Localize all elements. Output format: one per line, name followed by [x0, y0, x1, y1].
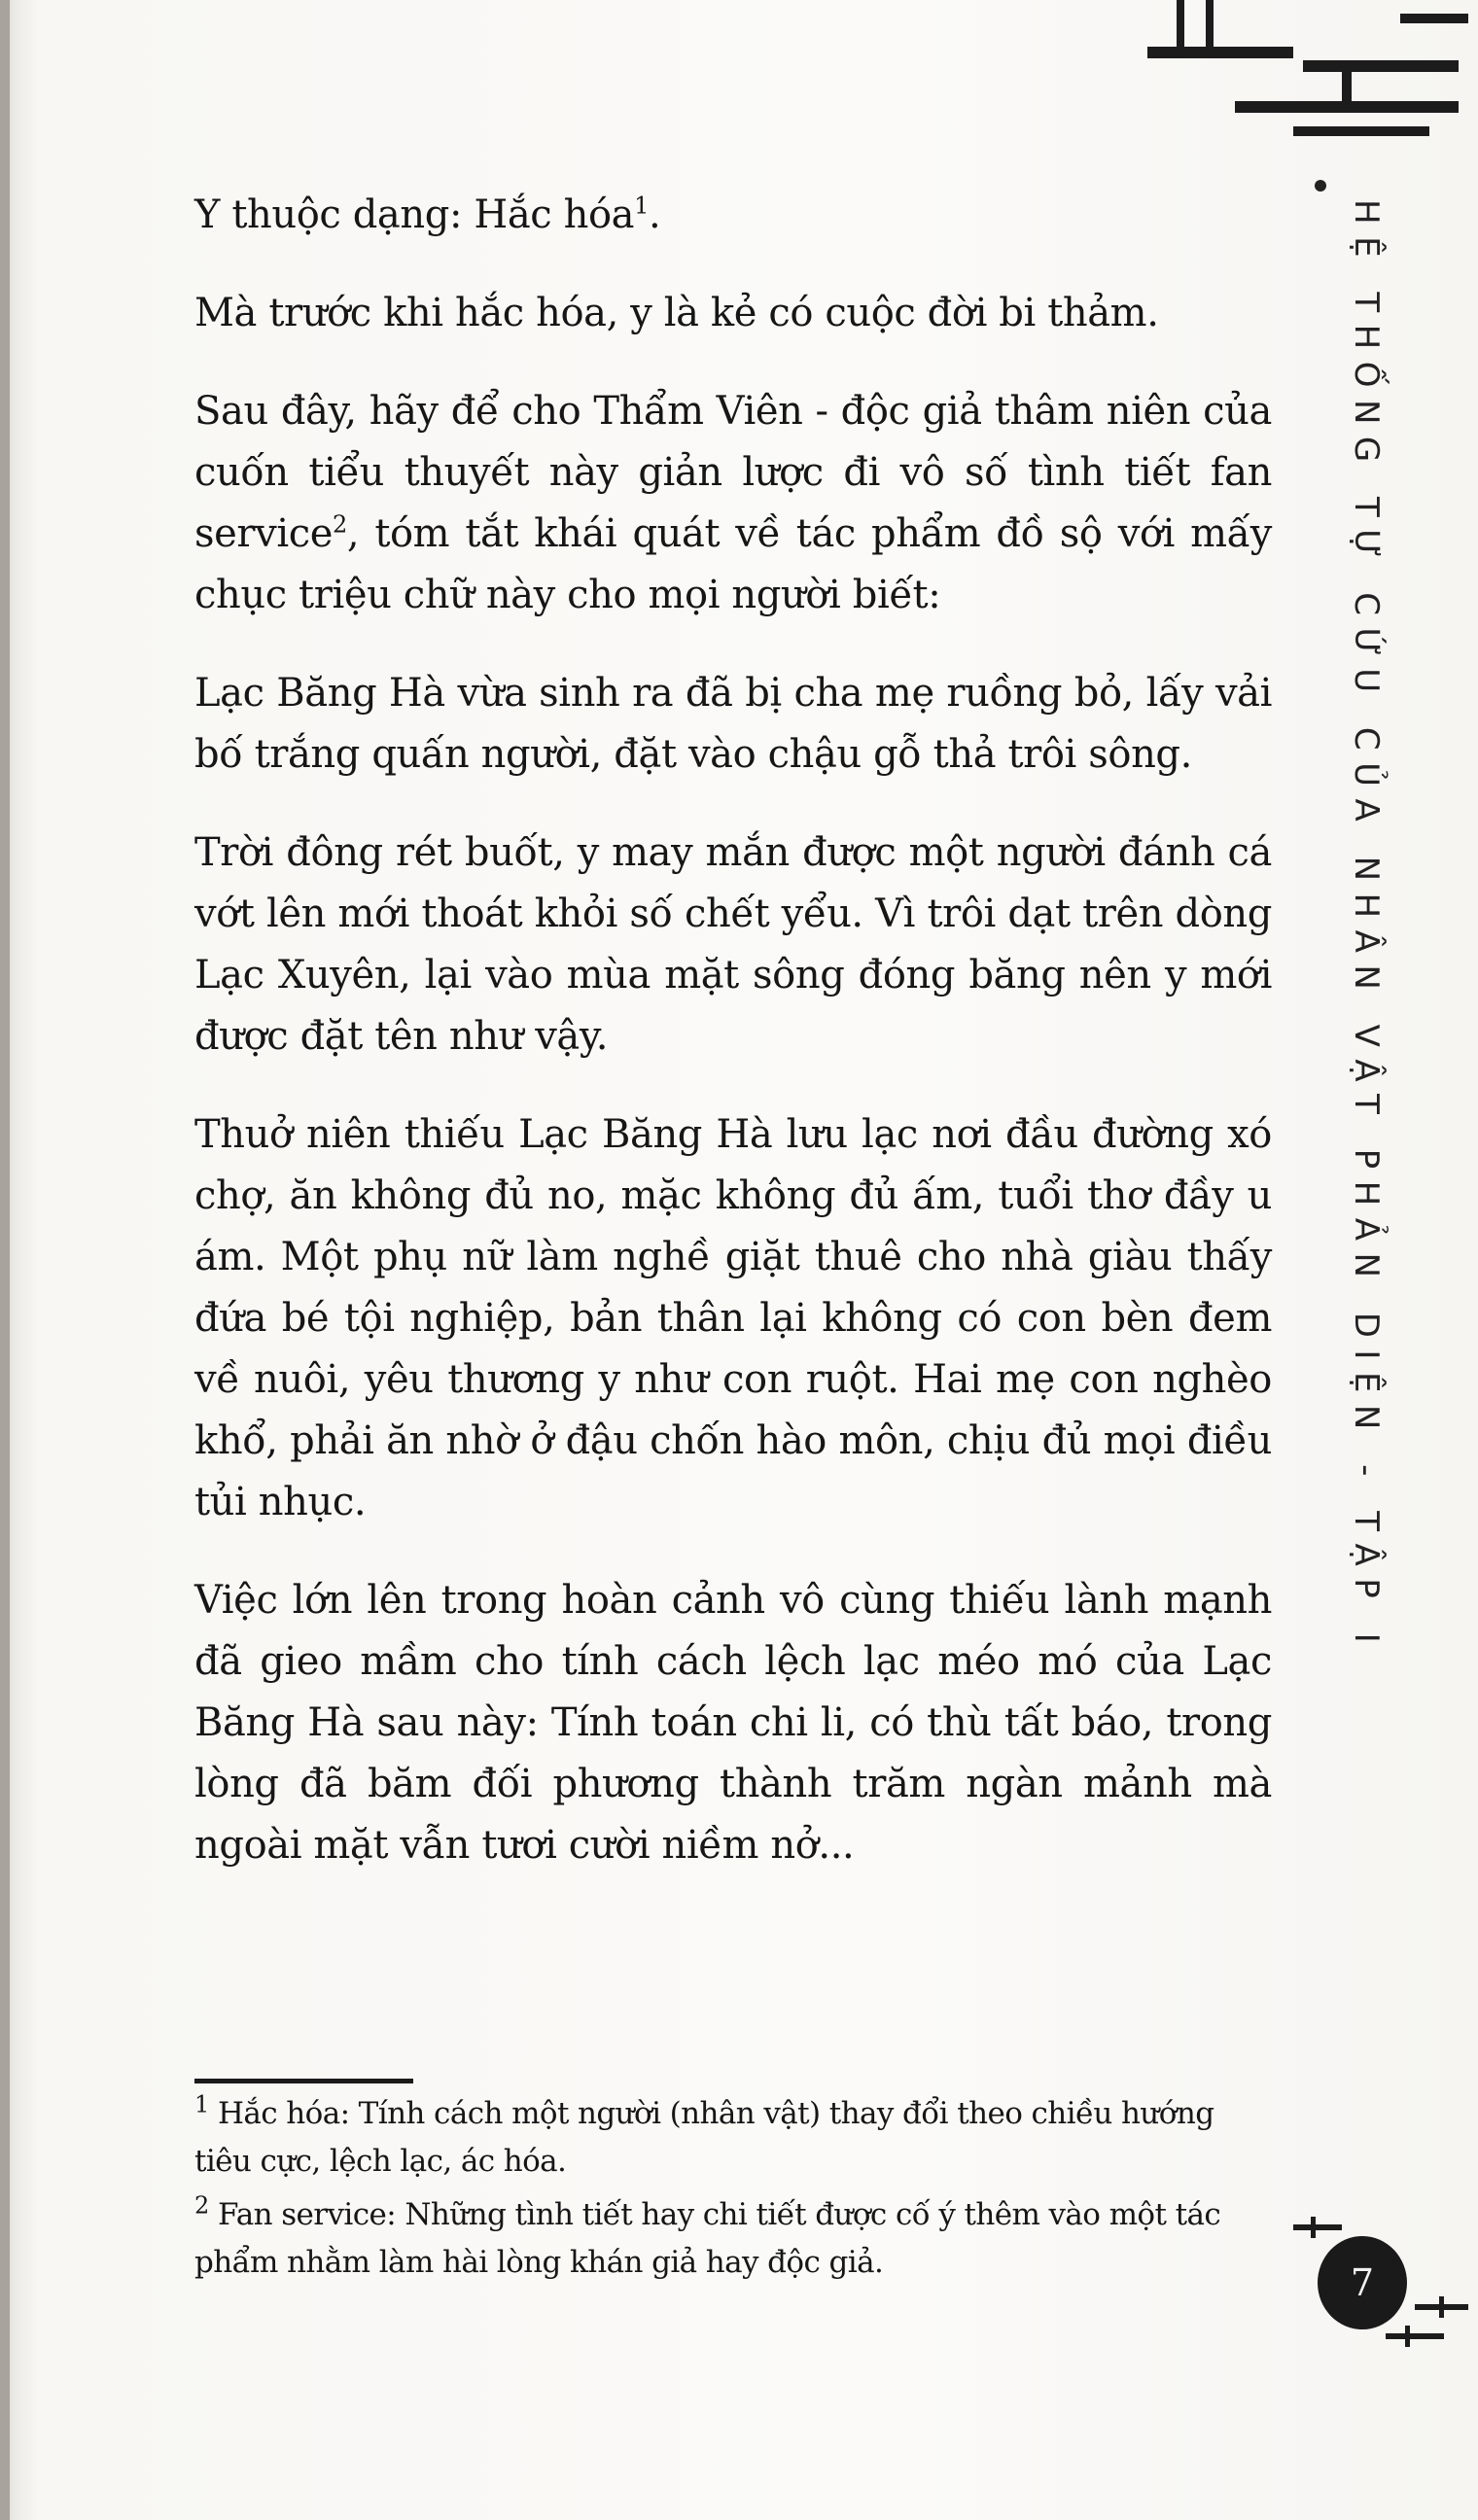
body-text	[194, 185, 1272, 1913]
ornament-dot	[1315, 180, 1326, 192]
page-number: 7	[1318, 2236, 1407, 2329]
paragraph: Trời đông rét buốt, y may mắn được một người đánh cá vớt lên mới thoát khỏi số chết yểu. Vì trôi dạt trên dòng Lạc Xuyên, lại vào mùa mặt sông đóng băng nên y mới được đặt tên như vậy.	[194, 830, 1272, 1059]
paragraph: Y thuộc dạng: Hắc hóa$^1$.	[194, 192, 661, 237]
footnote-mark: 2	[194, 2191, 209, 2220]
paragraph: Sau đây, hãy để cho Thẩm Viên - độc giả thâm niên của cuốn tiểu thuyết này giản lược đi vô số tình tiết fan service$^2$, tóm tắt khái quát về tác phẩm đồ sộ với mấy chục triệu chữ này cho mọi người biết:	[194, 389, 1272, 617]
footnote-mark: 1	[194, 2090, 209, 2118]
footnotes	[194, 2090, 1274, 2292]
footnote-ref[interactable]: 1	[634, 192, 649, 220]
footnote: $^2$ Fan service: Những tình tiết hay chi tiết được cố ý thêm vào một tác phẩm nhằm làm hài lòng khán giả hay độc giả.	[194, 2191, 1221, 2280]
paragraph: Mà trước khi hắc hóa, y là kẻ có cuộc đời bi thảm.	[194, 291, 1159, 335]
cloud-ornament-top	[1118, 0, 1478, 180]
book-spine-edge	[0, 0, 10, 2520]
footnote: $^1$ Hắc hóa: Tính cách một người (nhân vật) thay đổi theo chiều hướng tiêu cực, lệch lạc, ác hóa.	[194, 2090, 1214, 2179]
paragraph: Lạc Băng Hà vừa sinh ra đã bị cha mẹ ruồng bỏ, lấy vải bố trắng quấn người, đặt vào chậu gỗ thả trôi sông.	[194, 671, 1272, 777]
footnote-ref[interactable]: 2	[333, 510, 347, 539]
running-title: HỆ THỐNG TỰ CỨU CỦA NHÂN VẬT PHẢN DIỆN - TẬP I	[1347, 199, 1386, 1656]
paragraph: Việc lớn lên trong hoàn cảnh vô cùng thiếu lành mạnh đã gieo mầm cho tính cách lệch lạc méo mó của Lạc Băng Hà sau này: Tính toán chi li, có thù tất báo, trong lòng đã băm đối phương thành trăm ngàn mảnh mà ngoài mặt vẫn tươi cười niềm nở...	[194, 1578, 1272, 1868]
footnote-divider	[194, 2079, 413, 2083]
paragraph: Thuở niên thiếu Lạc Băng Hà lưu lạc nơi đầu đường xó chợ, ăn không đủ no, mặc không đủ ấm, tuổi thơ đầy u ám. Một phụ nữ làm nghề giặt thuê cho nhà giàu thấy đứa bé tội nghiệp, bản thân lại không có con bèn đem về nuôi, yêu thương y như con ruột. Hai mẹ con nghèo khổ, phải ăn nhờ ở đậu chốn hào môn, chịu đủ mọi điều tủi nhục.	[194, 1112, 1272, 1524]
